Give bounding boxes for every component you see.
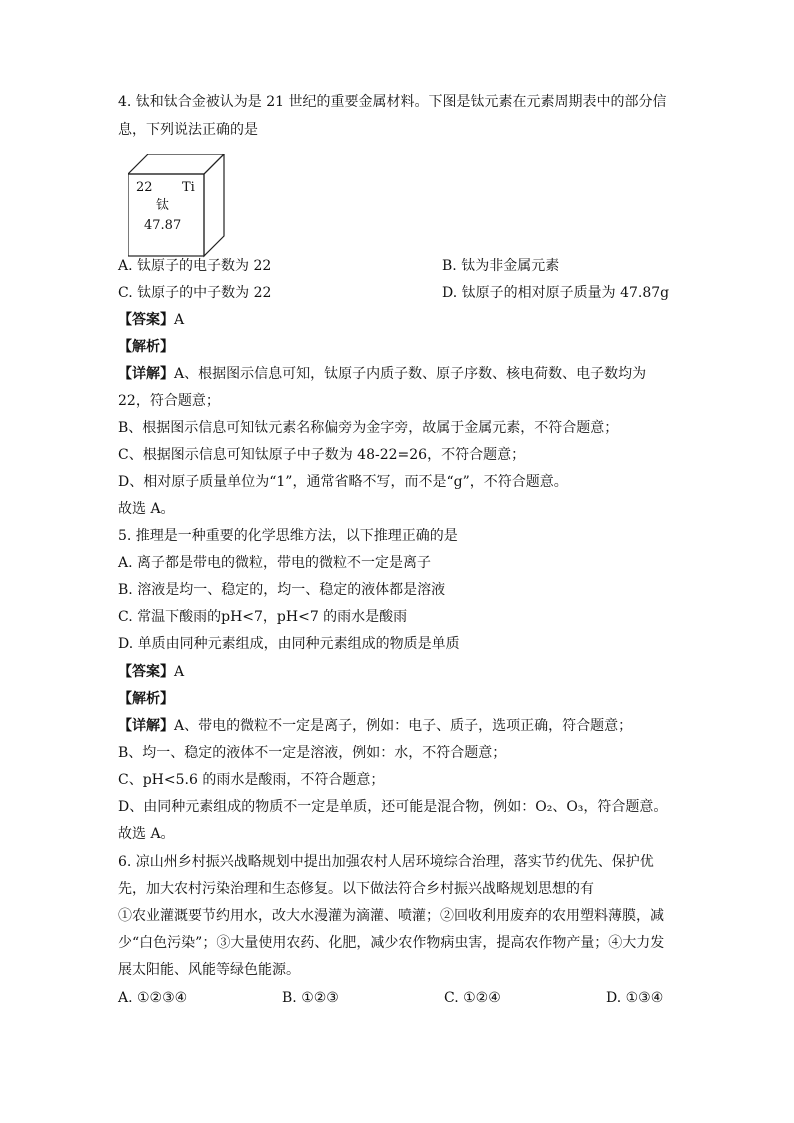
q6-option-a: A. ①②③④ <box>118 990 188 1006</box>
element-atomic-number: 22 <box>136 180 153 195</box>
q5-detail-b: B、均一、稳定的液体不一定是溶液，例如：水，不符合题意； <box>118 745 507 761</box>
q4-detail-b: B、根据图示信息可知钛元素名称偏旁为金字旁，故属于金属元素，不符合题意； <box>118 420 619 436</box>
q5-option-b: B. 溶液是均一、稳定的，均一、稳定的液体都是溶液 <box>118 582 446 598</box>
q6-stem-line4: 少“白色污染”；③大量使用农药、化肥，减少农作物病虫害，提高农作物产量；④大力发 <box>118 935 665 951</box>
q5-option-d: D. 单质由同种元素组成，由同种元素组成的物质是单质 <box>118 636 460 652</box>
q4-detail-a2: 22，符合题意； <box>118 393 220 409</box>
q4-option-d: D. 钛原子的相对原子质量为 47.87g <box>442 285 670 301</box>
element-atomic-mass: 47.87 <box>144 218 182 233</box>
element-cell-figure <box>128 154 238 258</box>
q4-stem-line1: 4. 钛和钛合金被认为是 21 世纪的重要金属材料。下图是钛元素在元素周期表中的部分信 <box>118 94 667 110</box>
detail-label: 【详解】 <box>118 718 174 734</box>
answer-value: A <box>174 664 185 680</box>
q5-conclusion: 故选 A。 <box>118 826 175 842</box>
q6-option-d: D. ①③④ <box>606 990 664 1006</box>
q4-option-a: A. 钛原子的电子数为 22 <box>118 258 272 274</box>
q5-answer <box>118 662 184 682</box>
q4-detail-d: D、相对原子质量单位为“1”，通常省略不写，而不是“g”，不符合题意。 <box>118 474 568 490</box>
element-name: 钛 <box>156 198 170 213</box>
q4-answer <box>118 310 184 330</box>
q4-conclusion: 故选 A。 <box>118 501 175 517</box>
q5-detail-a <box>118 716 632 736</box>
q5-analysis-label: 【解析】 <box>118 691 174 707</box>
q4-detail-c: C、根据图示信息可知钛原子中子数为 48-22=26，不符合题意； <box>118 447 526 463</box>
q4-option-c: C. 钛原子的中子数为 22 <box>118 285 272 301</box>
element-cube-graphic <box>128 154 238 258</box>
q5-detail-c: C、pH<5.6 的雨水是酸雨，不符合题意； <box>118 772 385 788</box>
detail-label: 【详解】 <box>118 366 174 382</box>
q4-option-b: B. 钛为非金属元素 <box>442 258 560 274</box>
q6-stem-line3: ①农业灌溉要节约用水，改大水漫灌为滴灌、喷灌；②回收利用废弃的农用塑料薄膜，减 <box>118 908 664 924</box>
element-symbol: Ti <box>182 180 195 195</box>
q6-option-b: B. ①②③ <box>282 990 339 1006</box>
q6-stem-line1: 6. 凉山州乡村振兴战略规划中提出加强农村人居环境综合治理，落实节约优先、保护优 <box>118 854 654 870</box>
answer-label: 【答案】 <box>118 664 174 680</box>
q5-option-a: A. 离子都是带电的微粒，带电的微粒不一定是离子 <box>118 555 432 571</box>
q4-detail-a <box>118 364 646 384</box>
q5-stem: 5. 推理是一种重要的化学思维方法，以下推理正确的是 <box>118 528 458 544</box>
q4-analysis-label: 【解析】 <box>118 339 174 355</box>
q6-stem-line5: 展太阳能、风能等绿色能源。 <box>118 962 300 978</box>
q6-option-c: C. ①②④ <box>444 990 501 1006</box>
q5-option-c: C. 常温下酸雨的pH<7，pH<7 的雨水是酸雨 <box>118 609 408 625</box>
q4-stem-line2: 息，下列说法正确的是 <box>118 122 258 138</box>
q6-stem-line2: 先，加大农村污染治理和生态修复。以下做法符合乡村振兴战略规划思想的有 <box>118 881 594 897</box>
detail-a-text: A、带电的微粒不一定是离子，例如：电子、质子，选项正确，符合题意； <box>174 718 633 734</box>
answer-label: 【答案】 <box>118 312 174 328</box>
answer-value: A <box>174 312 185 328</box>
q5-detail-d: D、由同种元素组成的物质不一定是单质，还可能是混合物，例如：O₂、O₃，符合题意。 <box>118 799 668 815</box>
detail-a-text: A、根据图示信息可知，钛原子内质子数、原子序数、核电荷数、电子数均为 <box>174 366 647 382</box>
